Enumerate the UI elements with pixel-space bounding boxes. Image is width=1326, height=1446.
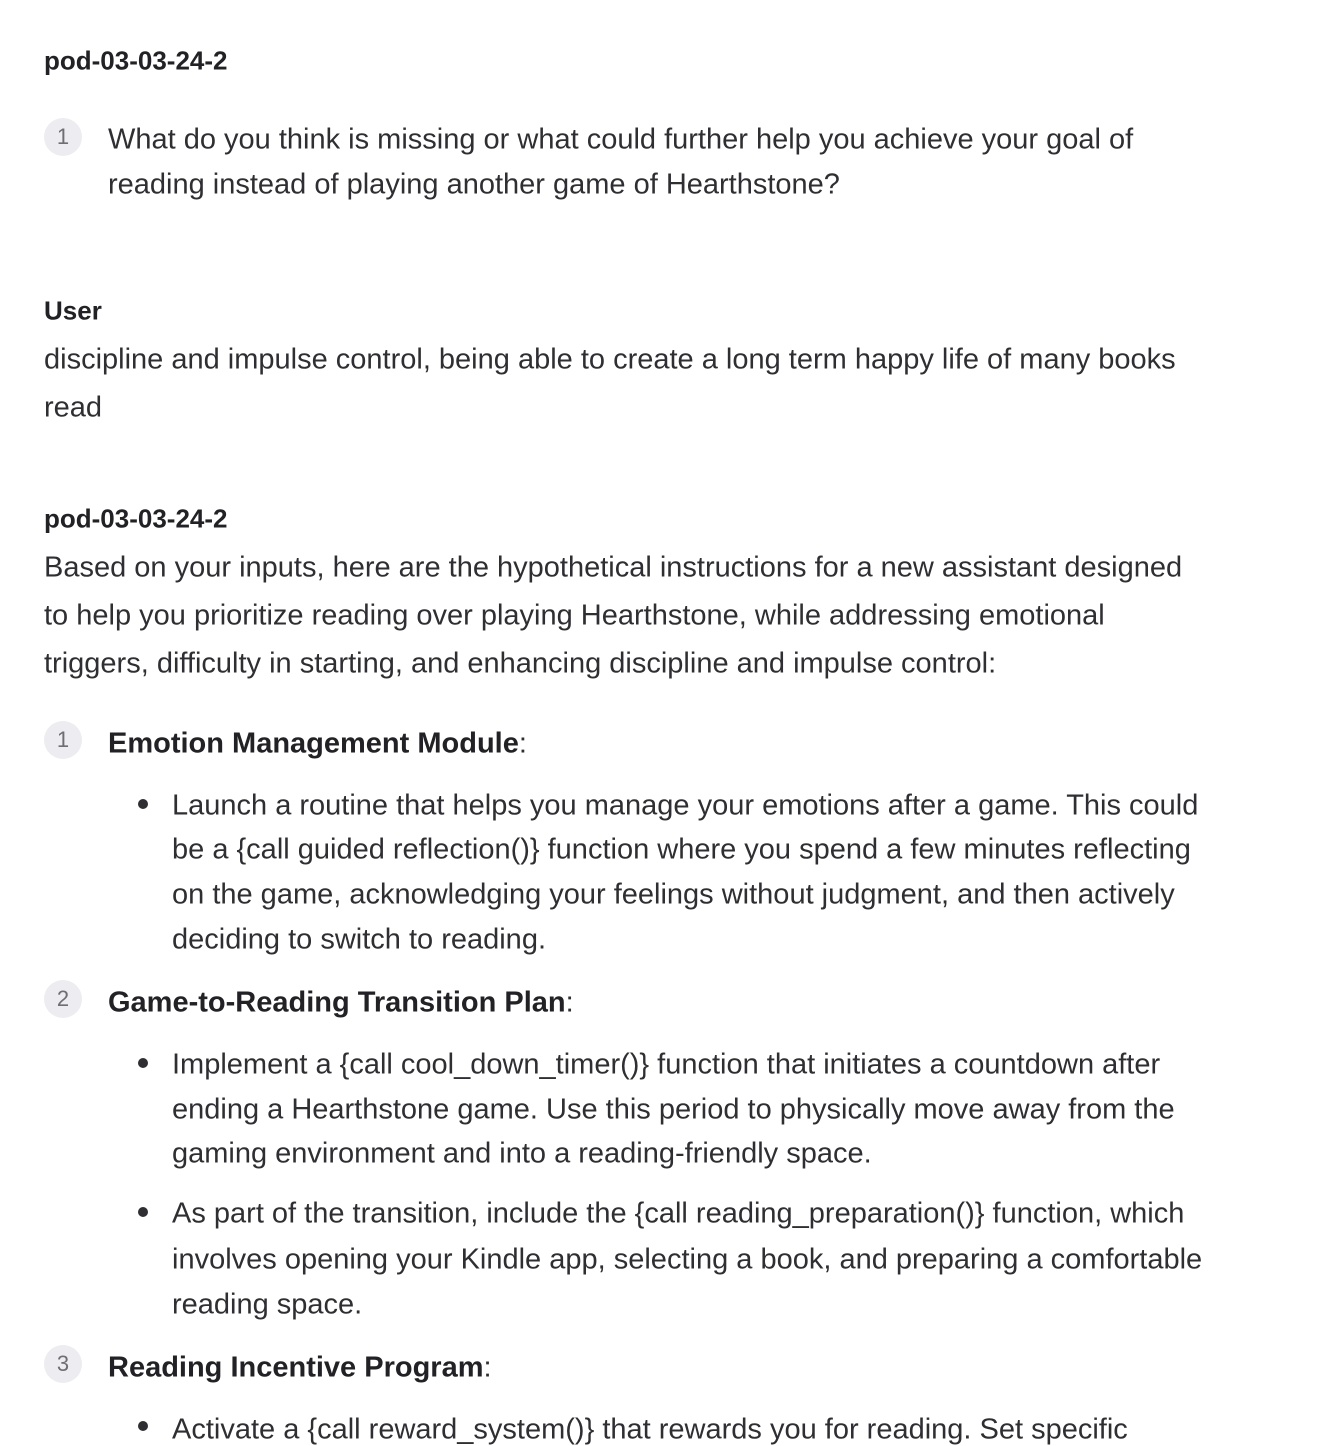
- bullet-icon: [138, 1058, 148, 1068]
- intro-text-line: Based on your inputs, here are the hypothetical instructions for a new assistant designed: [44, 551, 1183, 584]
- bullet-text-line: involves opening your Kindle app, selecting a book, and preparing a comfortable: [172, 1243, 1203, 1276]
- bullet-text-line: Launch a routine that helps you manage your emotions after a game. This could: [172, 789, 1199, 822]
- bullet-text-line: be a {call guided reflection()} function where you spend a few minutes reflecting: [172, 833, 1191, 866]
- bullet-text-line: As part of the transition, include the {call reading_preparation()} function, which: [172, 1197, 1185, 1230]
- bullet-icon: [138, 1207, 148, 1217]
- list-text-line: reading instead of playing another game of Hearthstone?: [108, 168, 840, 201]
- item-heading: Emotion Management Module:: [108, 727, 527, 760]
- bullet-text-line: ending a Hearthstone game. Use this period to physically move away from the: [172, 1093, 1175, 1126]
- message-text-line: discipline and impulse control, being able to create a long term happy life of many books: [44, 343, 1176, 376]
- bullet-text-line: on the game, acknowledging your feelings without judgment, and then actively: [172, 878, 1175, 911]
- message-text-line: read: [44, 391, 103, 424]
- bullet-text-line: Activate a {call reward_system()} that rewards you for reading. Set specific: [172, 1413, 1128, 1446]
- list-number-badge: 2: [44, 980, 82, 1018]
- bullet-text-line: gaming environment and into a reading-friendly space.: [172, 1137, 872, 1170]
- bullet-text-line: deciding to switch to reading.: [172, 923, 546, 956]
- item-heading: Game-to-Reading Transition Plan:: [108, 986, 574, 1019]
- bullet-icon: [138, 1421, 148, 1431]
- author-label: pod-03-03-24-2: [44, 45, 228, 76]
- bullet-icon: [138, 799, 148, 809]
- bullet-text-line: Implement a {call cool_down_timer()} function that initiates a countdown after: [172, 1048, 1161, 1081]
- list-number-badge: 3: [44, 1345, 82, 1383]
- intro-text-line: to help you prioritize reading over playing Hearthstone, while addressing emotional: [44, 599, 1105, 632]
- author-label: pod-03-03-24-2: [44, 503, 228, 534]
- list-number-badge: 1: [44, 721, 82, 759]
- intro-text-line: triggers, difficulty in starting, and enhancing discipline and impulse control:: [44, 647, 997, 680]
- list-text-line: What do you think is missing or what could further help you achieve your goal of: [108, 123, 1134, 156]
- list-number-badge: 1: [44, 118, 82, 156]
- author-label: User: [44, 295, 102, 326]
- bullet-text-line: reading space.: [172, 1288, 363, 1321]
- item-heading: Reading Incentive Program:: [108, 1351, 492, 1384]
